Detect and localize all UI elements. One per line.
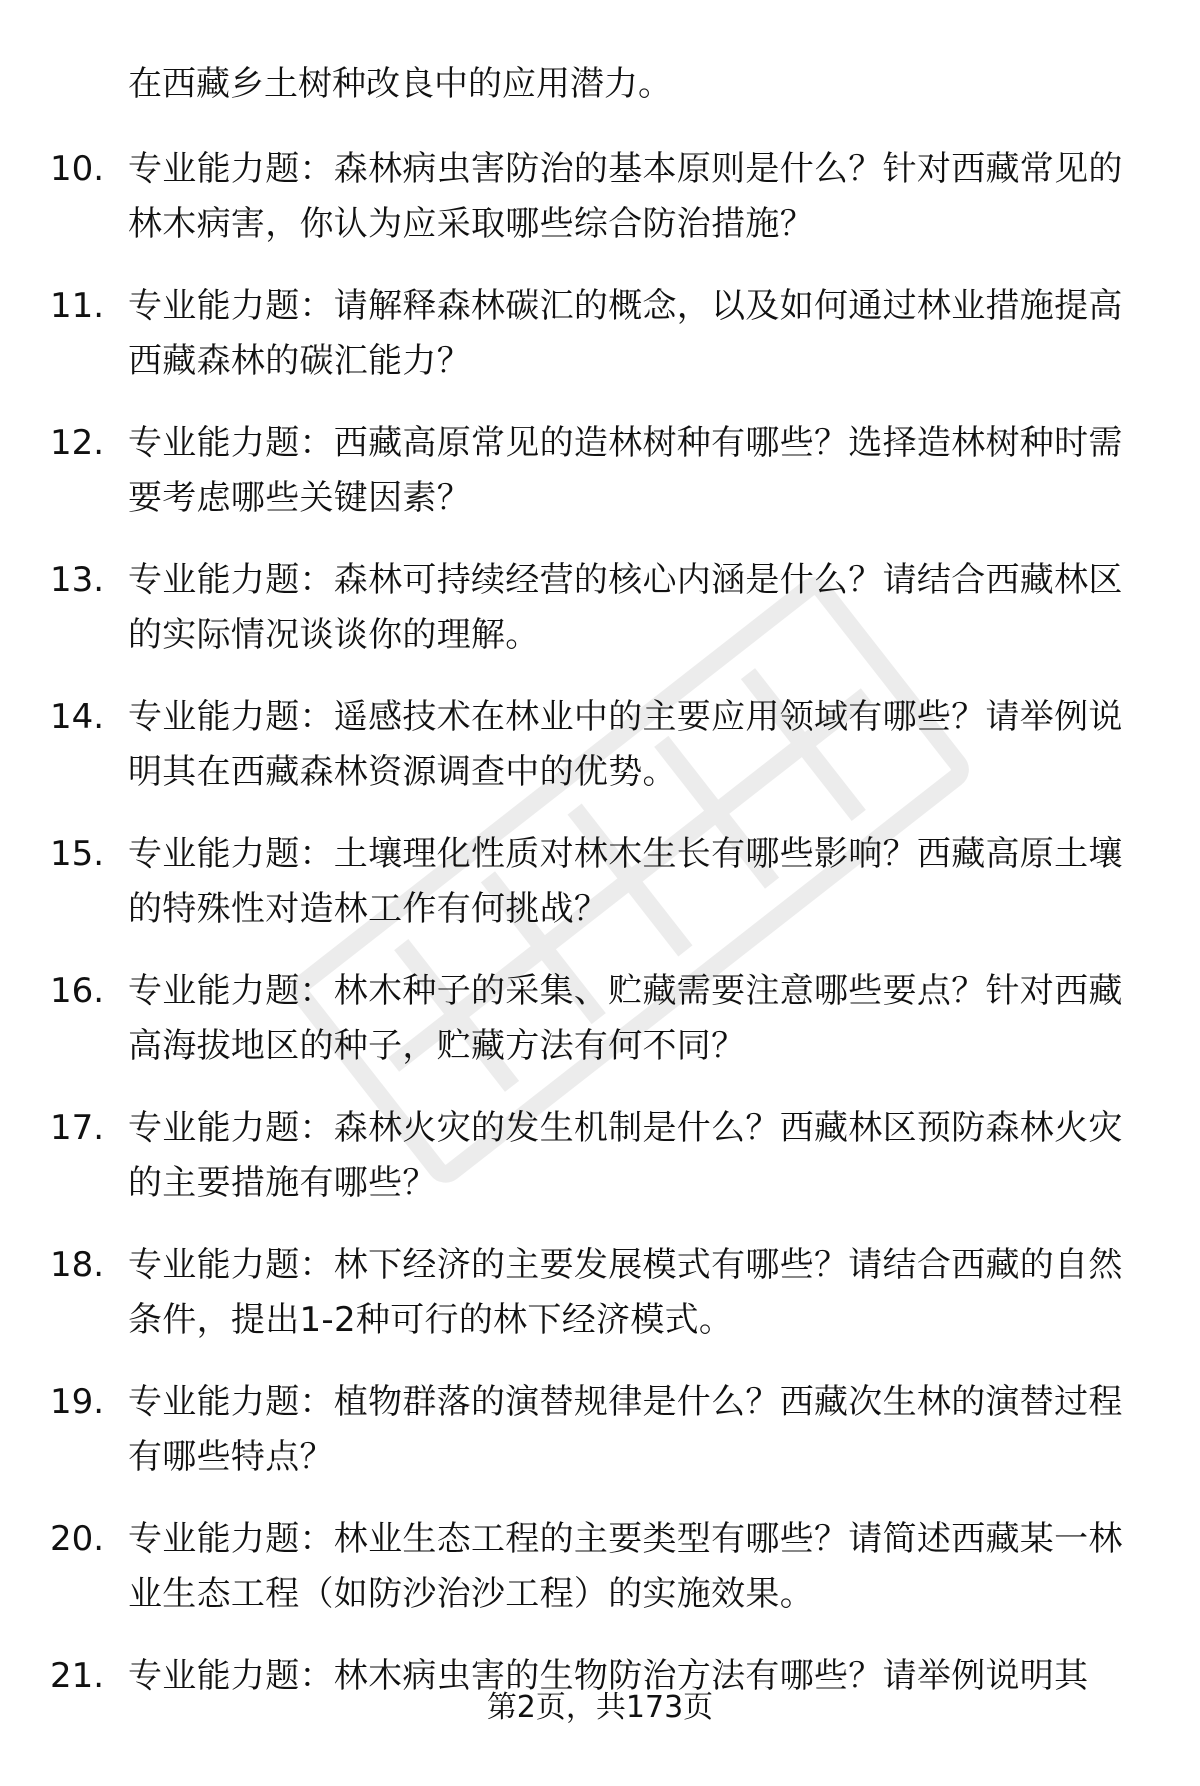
question-number: 20. — [50, 1519, 105, 1559]
question-text: 专业能力题：遥感技术在林业中的主要应用领域有哪些？请举例说明其在西藏森林资源调查中的优势。 — [128, 697, 1123, 792]
question-number: 16. — [50, 971, 105, 1011]
question-number: 13. — [50, 560, 105, 600]
question-number: 12. — [50, 423, 105, 463]
question-item — [0, 964, 1200, 1101]
page-indicator: 第2页，共173页 — [486, 1690, 714, 1725]
question-text: 专业能力题：林业生态工程的主要类型有哪些？请简述西藏某一林业生态工程（如防沙治沙工程）的实施效果。 — [128, 1519, 1123, 1614]
question-list — [0, 142, 1200, 1786]
question-text: 专业能力题：植物群落的演替规律是什么？西藏次生林的演替过程有哪些特点？ — [128, 1382, 1123, 1477]
question-item — [0, 1512, 1200, 1649]
question-item — [0, 1238, 1200, 1375]
question-text: 专业能力题：西藏高原常见的造林树种有哪些？选择造林树种时需要考虑哪些关键因素？ — [128, 423, 1123, 518]
question-item — [0, 827, 1200, 964]
question-item — [0, 142, 1200, 279]
question-text: 专业能力题：森林病虫害防治的基本原则是什么？针对西藏常见的林木病害，你认为应采取哪些综合防治措施？ — [128, 149, 1123, 244]
question-text: 专业能力题：林下经济的主要发展模式有哪些？请结合西藏的自然条件，提出1-2种可行的林下经济模式。 — [128, 1245, 1123, 1340]
question-text: 专业能力题：请解释森林碳汇的概念，以及如何通过林业措施提高西藏森林的碳汇能力？ — [128, 286, 1123, 381]
question-number: 21. — [50, 1656, 105, 1696]
question-number: 17. — [50, 1108, 105, 1148]
question-number: 19. — [50, 1382, 105, 1422]
question-number: 18. — [50, 1245, 105, 1285]
question-number: 10. — [50, 149, 105, 189]
question-item — [0, 279, 1200, 416]
question-item — [0, 690, 1200, 827]
question-item — [0, 1101, 1200, 1238]
question-text: 专业能力题：森林火灾的发生机制是什么？西藏林区预防森林火灾的主要措施有哪些？ — [128, 1108, 1123, 1203]
question-text: 专业能力题：土壤理化性质对林木生长有哪些影响？西藏高原土壤的特殊性对造林工作有何挑战？ — [128, 834, 1123, 929]
question-item — [0, 1375, 1200, 1512]
continuation-text: 在西藏乡土树种改良中的应用潜力。 — [128, 64, 672, 104]
question-item — [0, 416, 1200, 553]
question-item — [0, 553, 1200, 690]
question-number: 15. — [50, 834, 105, 874]
question-number: 11. — [50, 286, 105, 326]
question-number: 14. — [50, 697, 105, 737]
question-text: 专业能力题：林木种子的采集、贮藏需要注意哪些要点？针对西藏高海拔地区的种子，贮藏方法有何不同？ — [128, 971, 1123, 1066]
question-text: 专业能力题：林木病虫害的生物防治方法有哪些？请举例说明其 — [128, 1656, 1089, 1696]
question-text: 专业能力题：森林可持续经营的核心内涵是什么？请结合西藏林区的实际情况谈谈你的理解。 — [128, 560, 1123, 655]
